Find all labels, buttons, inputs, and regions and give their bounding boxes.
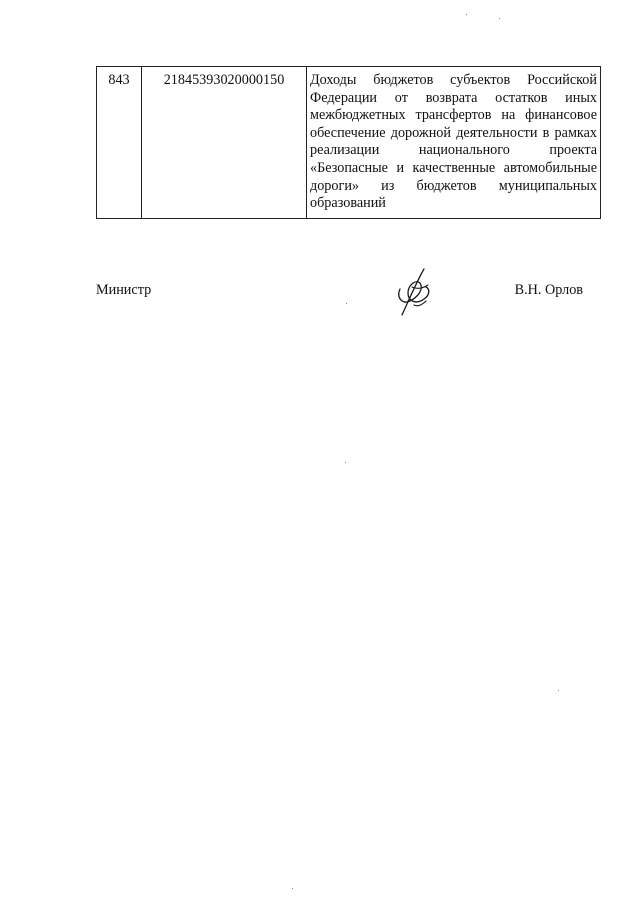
income-name-cell: Доходы бюджетов субъектов Российской Федерации от возврата остатков иных межбюджетных трансфертов на финансовое обеспечение дорожной деятельности в рамках реализации национального проекта «Безопасные и качественные автомобильные дороги» из бюджетов муниципальных образований [307, 67, 601, 219]
scan-speck [466, 14, 467, 15]
table-row [97, 67, 601, 219]
scan-speck [292, 888, 293, 889]
admin-code-cell: 843 [97, 67, 142, 219]
signature-block [96, 279, 586, 319]
scan-speck [558, 690, 559, 691]
handwritten-signature [394, 267, 436, 319]
scan-speck [499, 18, 500, 19]
position-title: Министр [96, 282, 152, 298]
income-code-cell: 21845393020000150 [142, 67, 307, 219]
signatory-name: В.Н. Орлов [514, 282, 583, 298]
scan-speck [345, 462, 346, 463]
budget-classification-table [96, 66, 601, 219]
scan-speck [346, 303, 347, 304]
